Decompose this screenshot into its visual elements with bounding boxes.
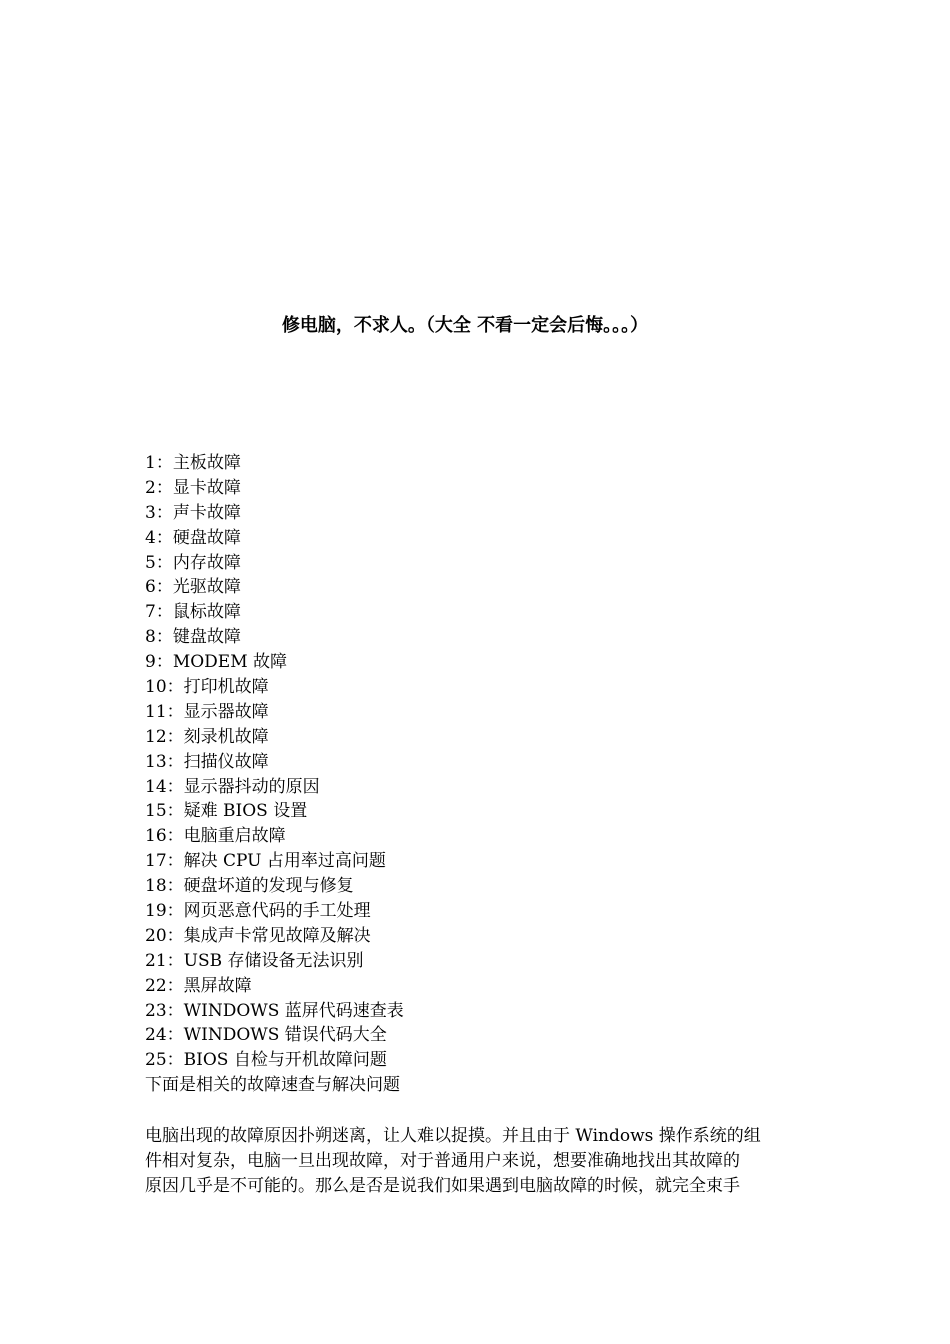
toc-item: 8：键盘故障 [145,627,241,648]
toc-item: 6：光驱故障 [145,577,241,598]
document-title: 修电脑，不求人。（大全 不看一定会后悔。。。） [281,315,649,336]
section-subheading: 下面是相关的故障速查与解决问题 [145,1075,400,1095]
toc-item: 4：硬盘故障 [145,527,241,548]
toc-item: 5：内存故障 [145,552,241,573]
toc-item: 11：显示器故障 [145,701,269,722]
toc-item: 23：WINDOWS 蓝屏代码速查表 [145,1000,404,1021]
paragraph-line: 件相对复杂，电脑一旦出现故障，对于普通用户来说，想要准确地找出其故障的 [145,1151,740,1171]
toc-item: 19：网页恶意代码的手工处理 [145,901,371,922]
toc-item: 3：声卡故障 [145,502,241,523]
toc-item: 24：WINDOWS 错误代码大全 [145,1025,387,1046]
toc-item: 10：打印机故障 [145,677,269,698]
toc-item: 20：集成声卡常见故障及解决 [145,925,371,946]
toc-item: 22：黑屏故障 [145,975,252,996]
toc-item: 16：电脑重启故障 [145,826,286,847]
toc-item: 1：主板故障 [145,453,241,473]
toc-item: 14：显示器抖动的原因 [145,776,320,797]
toc-item: 25：BIOS 自检与开机故障问题 [145,1050,387,1071]
toc-item: 21：USB 存储设备无法识别 [145,950,364,971]
table-of-contents [145,451,825,1073]
paragraph-line: 电脑出现的故障原因扑朔迷离，让人难以捉摸。并且由于 Windows 操作系统的组 [145,1126,761,1146]
toc-item: 12：刻录机故障 [145,726,269,747]
toc-item: 9：MODEM 故障 [145,652,288,673]
toc-item: 7：鼠标故障 [145,602,241,623]
toc-item: 2：显卡故障 [145,477,241,498]
intro-paragraph [145,1124,811,1199]
toc-item: 15：疑难 BIOS 设置 [145,801,308,822]
toc-item: 17：解决 CPU 占用率过高问题 [145,851,386,872]
toc-item: 18：硬盘坏道的发现与修复 [145,876,354,897]
toc-item: 13：扫描仪故障 [145,751,269,772]
paragraph-line: 原因几乎是不可能的。那么是否是说我们如果遇到电脑故障的时候，就完全束手 [145,1176,740,1196]
